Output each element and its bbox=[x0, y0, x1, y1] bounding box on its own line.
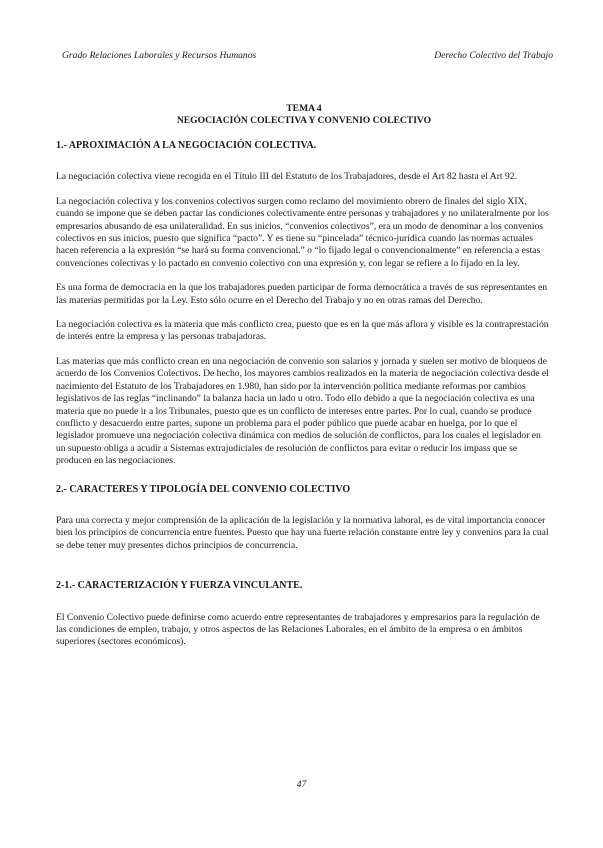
document-body bbox=[56, 103, 552, 661]
chapter-number: TEMA 4 bbox=[286, 103, 322, 114]
chapter-name: NEGOCIACIÓN COLECTIVA Y CONVENIO COLECTIVO bbox=[176, 114, 432, 126]
section-1-heading: 1.- APROXIMACIÓN A LA NEGOCIACIÓN COLECTIVA. bbox=[56, 140, 317, 151]
header-left: Grado Relaciones Laborales y Recursos Humanos bbox=[62, 50, 257, 61]
section-2-heading: 2.- CARACTERES Y TIPOLOGÍA DEL CONVENIO COLECTIVO bbox=[56, 483, 351, 495]
page-number: 47 bbox=[296, 779, 307, 790]
paragraph: Es una forma de democracia en la que los trabajadores pueden participar de forma democrática a través de sus representantes en las materias permitidas por la Ley. Esto sólo ocurre en el Derecho del Trabajo y no en otras ramas del Derecho. bbox=[56, 282, 548, 306]
paragraph: La negociación colectiva y los convenios colectivos surgen como reclamo del movimiento obrero de finales del siglo XIX, cuando se impone que se deben pactar las condiciones colectivamente entre personas y trabajadores y no unilateralmente por los empresarios abusando de esa unilateralidad. En sus inicios, “convenios colectivos”, era un modo de denominar a los convenios colectivos en sus inicios, puesto que significa “pacto”. Y es tiene su “pincelada” técnico-jurídica cuando las normas actuales hacen referencia a la expresión “se hará su forma convencional.” o “lo fijado legal o convencionalmente” en referencia a estas convenciones colectivas y lo pactado en convenio colectivo con una expresión y, con legar se refiere a lo fijado en la ley. bbox=[56, 195, 549, 269]
paragraph: La negociación colectiva viene recogida en el Título III del Estatuto de los Trabajadores, desde el Art 82 hasta el Art 92. bbox=[56, 171, 517, 183]
paragraph: Las materias que más conflicto crean en una negociación de convenio son salarios y jornada y suelen ser motivo de bloqueos de acuerdo de los Convenios Colectivos. De hecho, los mayores cambios realizados en la materia de negociación colectiva desde el nacimiento del Estatuto de los Trabajadores en 1.980, han sido por la intervención política mediante reformas por cambios legislativos de las reglas “inclinando” la balanza hacia un lado u otro. Todo ello debido a que la negociación colectiva es una materia que no puede ir a los Tribunales, puesto que es un conflicto de intereses entre partes. Por lo cual, cuando se produce conflicto y desacuerdo entre partes, supone un problema para el poder público que puede acabar en huelga, por lo que el legislador promueve una negociación colectiva dinámica con medios de solución de conflictos, para los cuales el legislador en un supuesto obliga a acudir a Sistemas extrajudiciales de resolución de conflictos para evitar o reducir los impass que se producen en las negociaciones. bbox=[56, 355, 549, 467]
running-header bbox=[62, 50, 553, 61]
paragraph: La negociación colectiva es la materia que más conflicto crea, puesto que es en la que más aflora y visible es la contraprestación de interés entre la empresa y las personas trabajadoras. bbox=[56, 319, 549, 343]
chapter-title bbox=[56, 103, 552, 126]
paragraph: El Convenio Colectivo puede definirse como acuerdo entre representantes de trabajadores y empresarios para la regulación de las condiciones de empleo, trabajo, y otros aspectos de las Relaciones Laborales, en el ámbito de la empresa o en ámbitos superiores (sectores económicos). bbox=[56, 611, 540, 648]
section-2-1-heading: 2-1.- CARACTERIZACIÓN Y FUERZA VINCULANTE. bbox=[56, 580, 303, 592]
header-right: Derecho Colectivo del Trabajo bbox=[434, 50, 553, 61]
paragraph: Para una correcta y mejor comprensión de la aplicación de la legislación y la normativa laboral, es de vital importancia conocer bien los principios de concurrencia entre fuentes. Puesto que hay una fuerte relación constante entre ley y convenios para la cual se debe tener muy presentes dichos principios de concurrencia. bbox=[56, 514, 549, 551]
